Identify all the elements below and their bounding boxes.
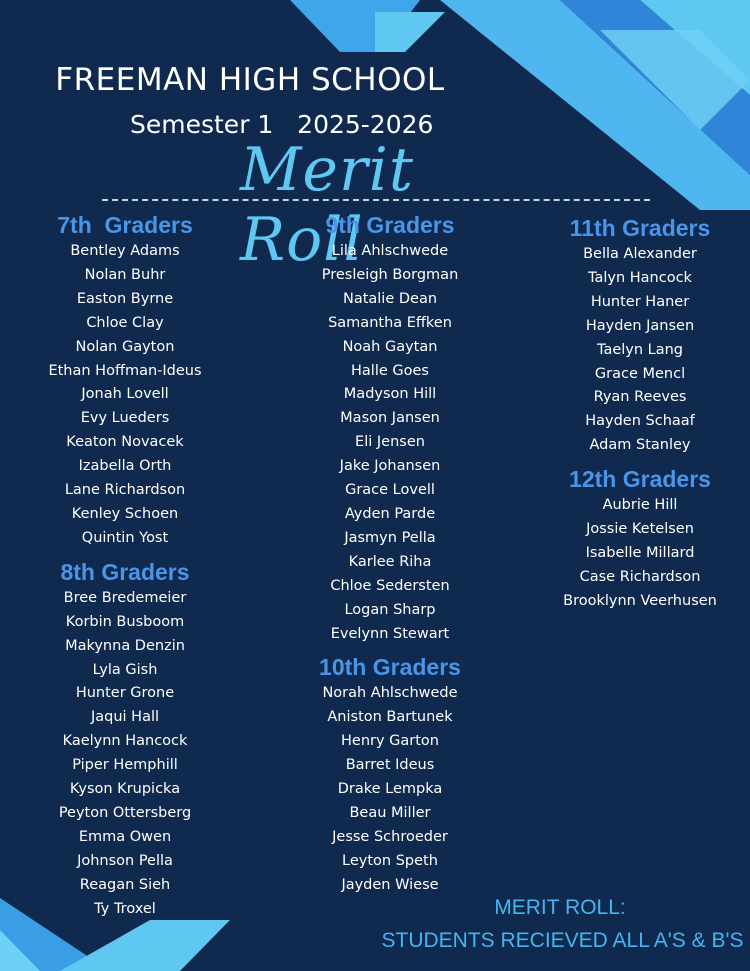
list-item: Drake Lempka [337,781,443,798]
list-item: Jasmyn Pella [344,529,436,546]
list-item: Lane Richardson [64,482,186,499]
list-item: Isabelle Millard [585,544,695,561]
list-item: Barret Ideus [345,757,435,774]
list-item: Henry Garton [341,733,439,750]
list-item: Case Richardson [579,568,701,585]
list-item: Jayden Wiese [341,876,439,893]
list-item: Ayden Parde [344,505,436,522]
list-item: Nolan Gayton [75,338,175,355]
list-item: Presleigh Borgman [321,266,459,283]
heading-8th-graders: 8th Graders [60,558,190,585]
list-item: Johnson Pella [77,852,173,869]
list-item: Chloe Sedersten [330,577,450,594]
list-item: Lyla Gish [92,661,158,678]
heading-10th-graders: 10th Graders [319,654,461,681]
heading-7th-graders: 7th Graders [57,212,193,238]
list-item: Noah Gaytan [342,338,438,355]
list-item: Bella Alexander [583,246,697,262]
column-grades-9-10 [285,210,495,898]
heading-11th-graders: 11th Graders [569,215,711,241]
list-item: Beau Miller [349,804,431,821]
list-item: Karlee Riha [348,553,432,570]
list-item: Nolan Buhr [84,266,166,283]
list-item: Piper Hemphill [72,757,178,774]
semester-label: Semester 1 2025-2026 [130,110,434,139]
list-item: Jonah Lovell [81,386,169,403]
list-item: Peyton Ottersberg [58,804,192,821]
list-item: Evy Lueders [80,410,170,427]
list-item: Natalie Dean [342,290,438,307]
list-item: Taelyn Lang [596,341,684,358]
list-item: Bree Bredemeier [63,589,187,606]
list-item: Aubrie Hill [602,497,678,514]
list-item: Hunter Grone [75,685,175,702]
list-item: Jaqui Hall [90,709,160,726]
list-item: Keaton Novacek [66,434,184,451]
list-item: Quintin Yost [81,529,169,546]
list-item: Makynna Denzin [65,637,185,654]
list-item: Mason Jansen [340,410,440,427]
list-item: Hunter Haner [590,293,690,310]
list-item: Reagan Sieh [79,876,171,893]
column-grades-7-8 [20,210,230,921]
list-item: Talyn Hancock [588,269,692,286]
list-item: Adam Stanley [589,437,691,454]
list-item: Madyson Hill [343,386,437,403]
list-item: Jossie Ketelsen [586,521,694,538]
list-item: Eli Jensen [355,434,425,451]
list-item: Bentley Adams [70,243,180,259]
list-10th-graders [285,682,495,897]
list-item: Evelynn Stewart [330,625,450,642]
list-item: Hayden Schaaf [585,413,695,430]
list-item: Kaelynn Hancock [62,733,188,750]
divider-line [102,199,650,201]
school-name: FREEMAN HIGH SCHOOL [55,62,445,98]
heading-12th-graders: 12th Graders [569,466,711,493]
list-item: Samantha Effken [328,314,452,331]
page-title: Merit Roll [240,135,414,275]
list-item: Grace Lovell [345,482,435,499]
list-7th-graders [20,240,230,551]
list-item: Norah Ahlschwede [322,685,458,702]
list-item: Emma Owen [78,828,172,845]
list-item: Aniston Bartunek [327,709,453,726]
list-item: Lila Ahlschwede [331,243,449,259]
list-item: Jesse Schroeder [332,828,448,845]
list-item: Hayden Jansen [585,317,695,334]
list-item: Brooklynn Veerhusen [563,592,717,609]
list-item: Easton Byrne [76,290,174,307]
list-item: Izabella Orth [78,458,172,475]
list-12th-graders [535,494,745,614]
column-grades-11-12 [535,213,745,614]
list-item: Chloe Clay [86,314,164,331]
heading-9th-graders: 9th Graders [325,212,455,238]
list-item: Korbin Busboom [65,613,185,630]
list-item: Ryan Reeves [593,389,687,406]
footer-title: MERIT ROLL: [494,896,626,919]
list-8th-graders [20,587,230,922]
list-item: Logan Sharp [344,601,436,618]
list-item: Kenley Schoen [71,505,179,522]
list-item: Halle Goes [351,362,429,379]
list-item: Ethan Hoffman-Ideus [48,362,202,379]
list-item: Grace Mencl [594,365,686,382]
list-item: Leyton Speth [342,852,438,869]
list-item: Kyson Krupicka [69,781,181,798]
list-9th-graders [285,240,495,646]
list-item: Jake Johansen [339,458,441,475]
list-item: Ty Troxel [94,900,156,917]
list-11th-graders [535,243,745,458]
footer-note: STUDENTS RECIEVED ALL A'S & B'S [381,929,744,952]
